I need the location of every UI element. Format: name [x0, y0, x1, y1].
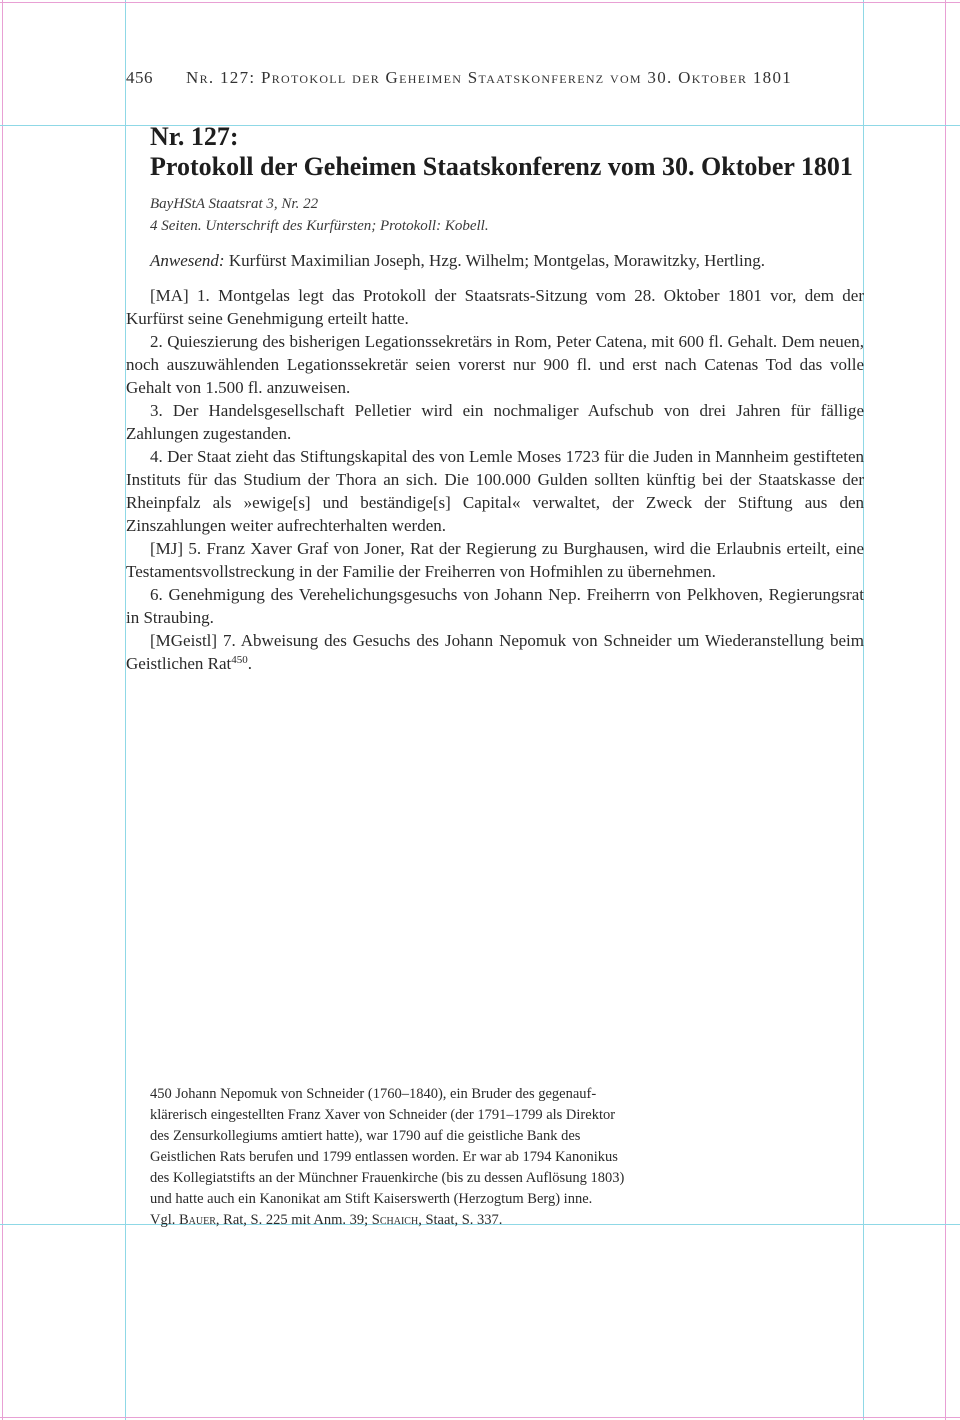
footnote-450 [150, 1084, 710, 1231]
footnote-line: des Zensurkollegiums amtiert hatte), war 1790 auf die geistliche Bank des [150, 1128, 581, 1144]
footnote-citation-line [150, 1210, 710, 1231]
footnote-line: klärerisch eingestellten Franz Xaver von Schneider (der 1791–1799 als Direktor [150, 1107, 616, 1123]
attendance-names: Kurfürst Maximilian Joseph, Hzg. Wilhelm; Montgelas, Morawitzky, Hertling. [228, 251, 765, 270]
footnote-line: 450 Johann Nepomuk von Schneider (1760–1840), ein Bruder des gegenauf- [150, 1086, 597, 1102]
paragraph-5: [MJ] 5. Franz Xaver Graf von Joner, Rat der Regierung zu Burghausen, wird die Erlaubnis erteilt, eine Testamentsvollstreckung in der Familie der Freiherren von Hofmihlen zu übernehmen. [126, 539, 864, 581]
citation-author-bauer: Bauer [179, 1212, 216, 1228]
paragraph-7 [126, 629, 864, 675]
protocol-body [126, 284, 864, 675]
source-meta [150, 193, 864, 237]
title-number: Nr. 127: [150, 122, 239, 151]
guide-line-page-bottom [0, 1417, 960, 1418]
attendance [150, 250, 864, 272]
citation-ref-schaich: , Staat, S. 337. [418, 1212, 503, 1228]
page-number: 456 [126, 68, 153, 87]
paragraph-2: 2. Quieszierung des bisherigen Legationssekretärs in Rom, Peter Catena, mit 600 fl. Gehalt. Dem neuen, noch auszuwählenden Legationssekretär seien vorerst nur 900 fl. und erst nach Catenas Tod das volle Gehalt von 1.500 fl. anzuweisen. [126, 332, 864, 397]
citation-ref-bauer: , Rat, S. 225 mit Anm. 39; [215, 1212, 372, 1228]
citation-vgl: Vgl. [150, 1212, 176, 1228]
paragraph-4: 4. Der Staat zieht das Stiftungskapital des von Lemle Moses 1723 für die Juden in Mannheim gestifteten Instituts für das Studium der Thora an sich. Die 100.000 Gulden sollten künftig bei der Staatskasse der Rheinpfalz als »ewige[s] und beständige[s] Capital« verwaltet, der Zweck der Stiftung aus den Zinszahlungen weiter aufrechterhalten werden. [126, 447, 864, 535]
title-text: Protokoll der Geheimen Staatskonferenz vom 30. Oktober 1801 [150, 152, 853, 181]
document-title [150, 122, 870, 182]
footnote-line: des Kollegiatstifts an der Münchner Frauenkirche (bis zu dessen Auflösung 1803) [150, 1170, 625, 1186]
paragraph-7-end: . [247, 654, 253, 673]
paragraph-6: 6. Genehmigung des Verehelichungsgesuchs von Johann Nep. Freiherrn von Pelkhoven, Regierungsrat in Straubing. [126, 585, 864, 627]
footnote-line: und hatte auch ein Kanonikat am Stift Kaiserswerth (Herzogtum Berg) inne. [150, 1191, 593, 1207]
running-head [126, 68, 866, 88]
guide-line-page-top [0, 2, 960, 3]
guide-line-left [125, 0, 126, 1420]
paragraph-3: 3. Der Handelsgesellschaft Pelletier wird ein nochmaliger Aufschub von drei Jahren für fällige Zahlungen zugestanden. [126, 401, 864, 443]
citation-author-schaich: Schaich [371, 1212, 419, 1228]
paragraph-1: [MA] 1. Montgelas legt das Protokoll der Staatsrats-Sitzung vom 28. Oktober 1801 vor, dem der Kurfürst seine Genehmigung erteilt hatte. [126, 286, 864, 328]
footnote-reference[interactable]: 450 [231, 654, 248, 666]
paragraph-7-text: [MGeistl] 7. Abweisung des Gesuchs des Johann Nepomuk von Schneider um Wiederanstellung beim Geistlichen Rat [126, 631, 864, 673]
guide-line-page-left [2, 0, 3, 1420]
source-archive: BayHStA Staatsrat 3, Nr. 22 [150, 196, 319, 212]
running-title: Nr. 127: Protokoll der Geheimen Staatskonferenz vom 30. Oktober 1801 [186, 68, 793, 87]
attendance-label: Anwesend: [150, 251, 225, 270]
guide-line-page-right [945, 0, 946, 1420]
footnote-line: Geistlichen Rats berufen und 1799 entlassen worden. Er war ab 1794 Kanonikus [150, 1149, 618, 1165]
source-description: 4 Seiten. Unterschrift des Kurfürsten; Protokoll: Kobell. [150, 218, 489, 234]
